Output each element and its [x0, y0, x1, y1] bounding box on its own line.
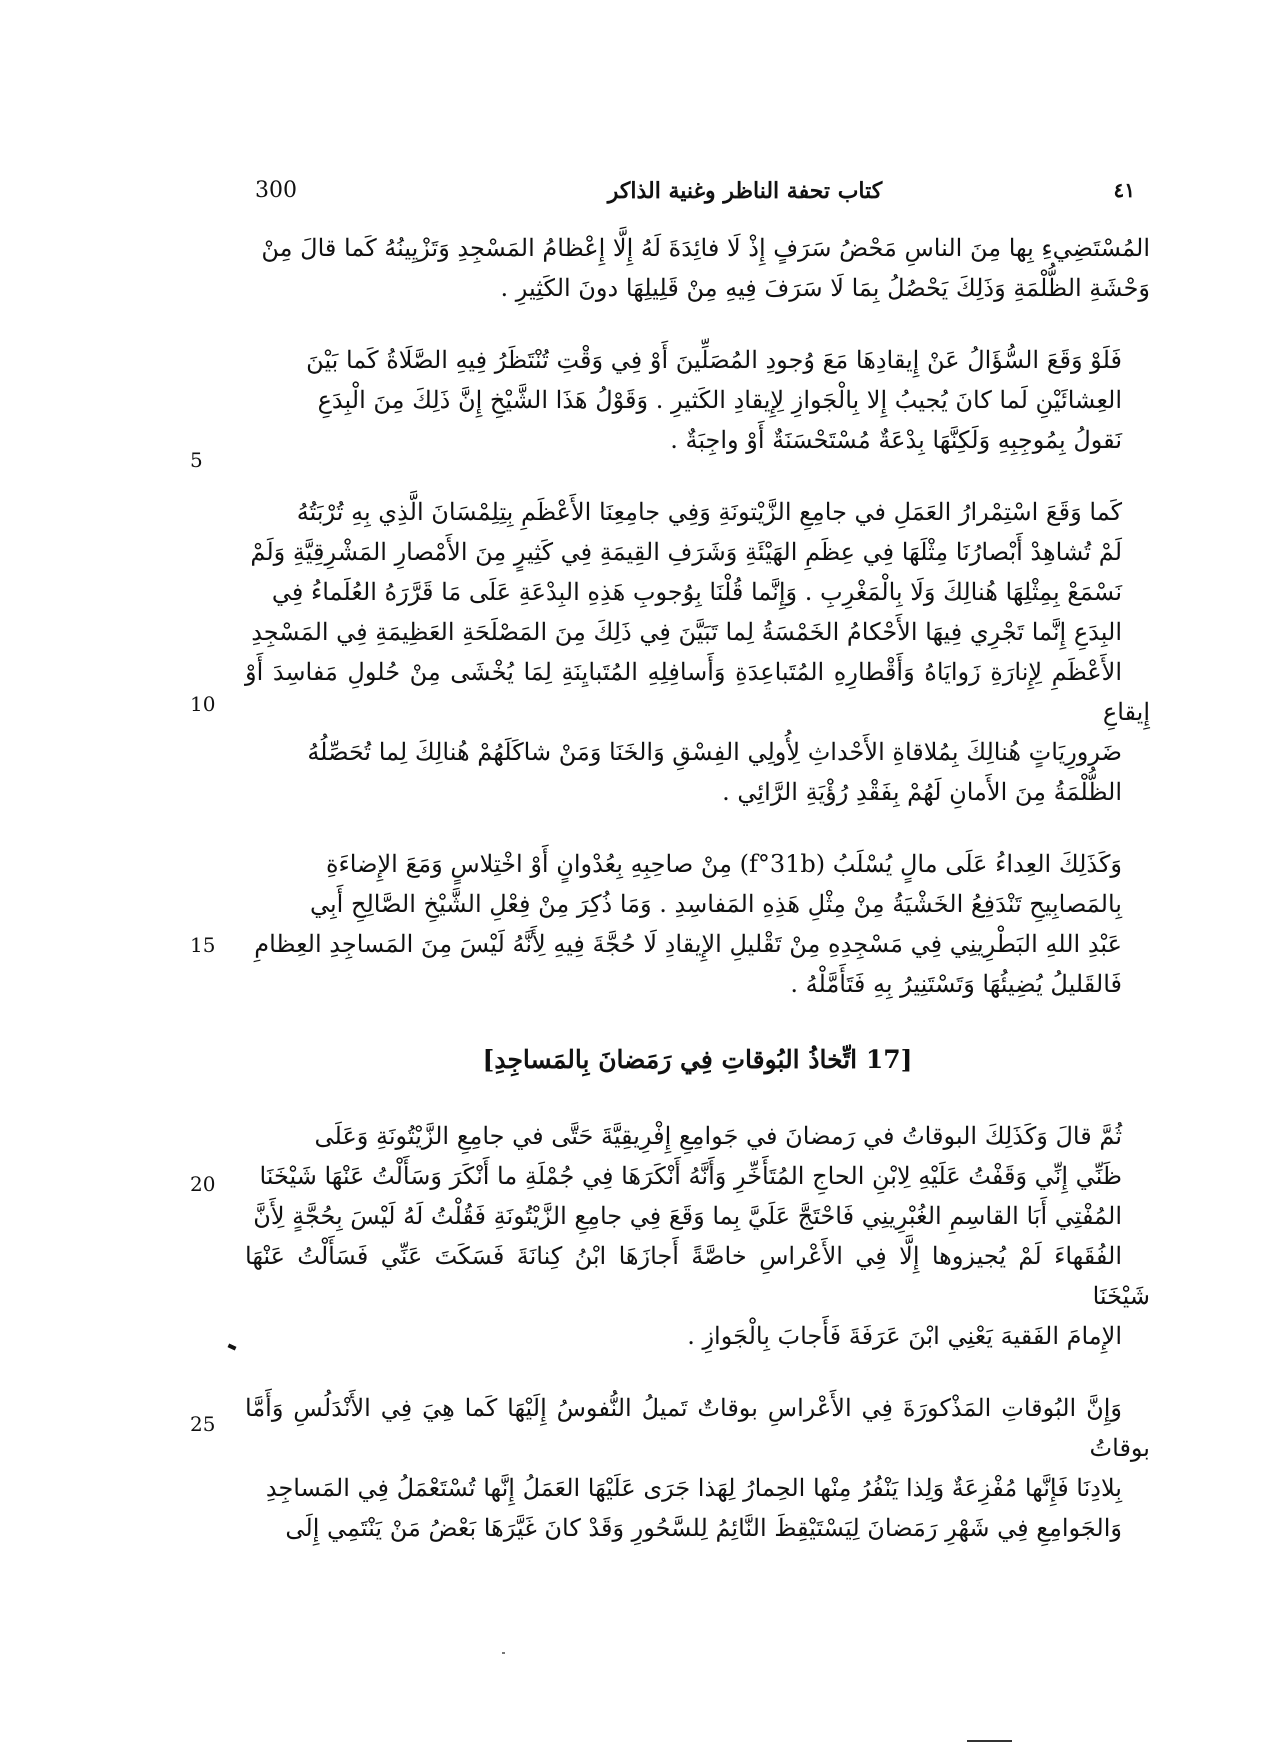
section-mark: ٤١: [1113, 178, 1135, 202]
ink-mark: [228, 1343, 237, 1350]
ink-speck: [502, 1652, 505, 1654]
paragraph: [245, 1388, 1150, 1548]
text-line: المُفْتِي أَبَا القاسِمِ الغُبْرِينِي فَاحْتَجَّ عَلَيَّ بِما وَقَعَ فِي جامِعِ الزَّيْتُونَةِ فَقُلْتُ لَهُ لَيْسَ بِحُجَّةٍ لِأَنَّ: [253, 1202, 1122, 1230]
text-line: كَما وَقَعَ اسْتِمْرارُ العَمَلِ في جامِعِ الزَّيْتونَةِ وَفِي جامِعِنَا الأَعْظَمِ بِتِلِمْسَانَ الَّذِي بِهِ تُرْبَتُهُ: [296, 498, 1122, 526]
text-line: بِالمَصابِيحِ تَنْدَفِعُ الخَشْيَةُ مِنْ مِثْلِ هَذِهِ المَفاسِدِ . وَمَا ذُكِرَ مِنْ فِعْلِ الشَّيْخِ الصَّالِحِ أَبِي: [309, 890, 1122, 918]
text-line: ظَنِّي إِنِّي وَقَفْتُ عَلَيْهِ لِابْنِ الحاجِ المُتَأَخِّرِ وَأَنَّهُ أَنْكَرَهَا فِي جُمْلَةِ ما أَنْكَرَ وَسَأَلْتُ عَنْهَا شَيْخَنَا: [259, 1162, 1122, 1190]
paragraph: [245, 844, 1150, 1004]
text-line: وَالجَوامِعِ فِي شَهْرِ رَمَضانَ لِيَسْتَيْقِظَ النَّائِمُ لِلسَّحُورِ وَقَدْ كانَ غَيَّرَهَا بَعْضُ مَنْ يَنْتَمِي إِلَى: [285, 1514, 1122, 1542]
text-line: وَحْشَةِ الظُّلْمَةِ وَذَلِكَ يَحْصُلُ بِمَا لَا سَرَفَ فِيهِ مِنْ قَلِيلِهَا دونَ الكَثِيرِ .: [500, 274, 1150, 302]
text-line: المُسْتَضِيءِ بِها مِنَ الناسِ مَحْضُ سَرَفٍ إِذْ لَا فائِدَةَ لَهُ إِلَّا إِعْظامُ المَسْجِدِ وَتَزْيِينُهُ كَما قالَ مِنْ: [261, 234, 1150, 262]
paragraph: [245, 492, 1150, 812]
body-text: [245, 228, 1150, 1580]
text-line: وَكَذَلِكَ العِداءُ عَلَى مالٍ يُسْلَبُ (f°31b) مِنْ صاحِبِهِ بِعُدْوانٍ أَوْ اخْتِلاسٍ وَمَعَ الإِضاءَةِ: [325, 850, 1122, 878]
paragraph-group: [245, 1116, 1150, 1548]
text-line: فَالقَليلُ يُضِيئُهَا وَتَسْتَنِيرُ بِهِ فَتَأَمَّلْهُ .: [790, 970, 1122, 998]
text-line: البِدَعِ إِنَّما تَجْرِي فِيهَا الأَحْكامُ الخَمْسَةُ لِما تَبَيَّنَ فِي ذَلِكَ مِنَ المَصْلَحَةِ العَظِيمَةِ فِي المَسْجِدِ: [251, 618, 1122, 646]
paragraph: [245, 1116, 1150, 1356]
text-line: نَسْمَعْ بِمِثْلِهَا هُنالِكَ وَلَا بِالْمَغْرِبِ . وَإِنَّما قُلْنَا بِوُجوبِ هَذِهِ البِدْعَةِ عَلَى مَا قَرَّرَهُ العُلَماءُ فِي: [271, 578, 1122, 606]
page-number: 300: [255, 178, 297, 203]
text-line: الأَعْظَمِ لِإِنارَةِ زَوايَاهُ وَأَقْطارِهِ المُتَباعِدَةِ وَأَسافِلِهِ المُتَبايِنَةِ لِمَا يُخْشَى مِنْ حُلولِ مَفاسِدَ أَوْ إِيقاعِ: [245, 658, 1150, 726]
text-line: نَقولُ بِمُوجِبِهِ وَلَكِنَّهَا بِدْعَةٌ مُسْتَحْسَنَةٌ أَوْ واجِبَةٌ .: [670, 426, 1122, 454]
text-line: فَلَوْ وَقَعَ السُّؤَالُ عَنْ إِيقادِهَا مَعَ وُجودِ المُصَلِّينَ أَوْ فِي وَقْتِ تُنْتَظَرُ فِيهِ الصَّلَاةُ كَما بَيْنَ: [306, 346, 1122, 374]
text-line: الإِمامَ الفَقيهَ يَعْنِي ابْنَ عَرَفَةَ فَأَجابَ بِالْجَوازِ .: [687, 1322, 1122, 1350]
paragraph: [245, 340, 1150, 460]
text-line: وَإِنَّ البُوقاتِ المَذْكورَةَ فِي الأَعْراسِ بوقاتٌ تَميلُ النُّفوسُ إِلَيْهَا كَما هِيَ فِي الأَنْدَلُسِ وَأَمَّا بوقاتُ: [245, 1394, 1150, 1462]
section-heading: [17 اتِّخاذُ البُوقاتِ فِي رَمَضانَ بِالمَساجِدِ]: [482, 1045, 913, 1074]
line-number: 10: [190, 692, 216, 716]
text-line: بِلادِنَا فَإِنَّها مُفْزِعَةٌ وَلِذا يَنْفُرُ مِنْها الحِمارُ لِهَذا جَرَى عَلَيْهَا العَمَلُ إِنَّها تُسْتَعْمَلُ فِي المَساجِدِ: [265, 1474, 1122, 1502]
page-header: [255, 178, 1135, 218]
paragraph-group: [245, 228, 1150, 1004]
text-line: لَمْ تُشاهِدْ أَبْصارُنَا مِثْلَهَا فِي عِظَمِ الهَيْئَةِ وَشَرَفِ القِيمَةِ فِي كَثِيرٍ مِنَ الأَمْصارِ المَشْرِقِيَّةِ وَلَمْ: [250, 538, 1122, 566]
text-line: عَبْدِ اللهِ البَطْرِينِي فِي مَسْجِدِهِ مِنْ تَقْليلِ الإِيقادِ لَا حُجَّةَ فِيهِ لِأَنَّهُ لَيْسَ مِنَ المَساجِدِ العِظامِ: [254, 930, 1122, 958]
line-number: 5: [190, 448, 203, 472]
line-number: 20: [190, 1172, 216, 1196]
line-number: 25: [190, 1412, 216, 1436]
text-line: العِشائَيْنِ لَما كانَ يُجيبُ إِلا بِالْجَوازِ لِإِيقادِ الكَثيرِ . وَقَوْلُ هَذَا الشَّيْخِ إِنَّ ذَلِكَ مِنَ الْبِدَعِ: [317, 386, 1122, 414]
running-title: كتاب تحفة الناظر وغنية الذاكر: [607, 178, 883, 204]
paragraph: [245, 228, 1150, 308]
text-line: ثُمَّ قالَ وَكَذَلِكَ البوقاتُ في رَمضانَ في جَوامِعِ إِفْرِيقِيَّةَ حَتَّى في جامِعِ الزَّيْتُونَةِ وَعَلَى: [314, 1122, 1122, 1150]
line-number: 15: [190, 933, 216, 957]
text-line: الفُقَهاءَ لَمْ يُجيزوها إِلَّا فِي الأَعْراسِ خاصَّةً أَجازَهَا ابْنُ كِنانَةَ فَسَكَتَ عَنِّي فَسَأَلْتُ عَنْهَا شَيْخَنَا: [245, 1242, 1150, 1310]
footer-rule: [967, 1740, 1012, 1742]
text-line: الظُّلْمَةُ مِنَ الأَمانِ لَهُمْ بِفَقْدِ رُؤْيَةِ الرَّائِي .: [722, 778, 1122, 806]
text-line: ضَرورِيَاتٍ هُنالِكَ بِمُلاقاةِ الأَحْداثِ لِأُولِي الفِسْقِ وَالخَنَا وَمَنْ شاكَلَهُمْ هُنالِكَ لِما تُحَصِّلُهُ: [307, 738, 1122, 766]
